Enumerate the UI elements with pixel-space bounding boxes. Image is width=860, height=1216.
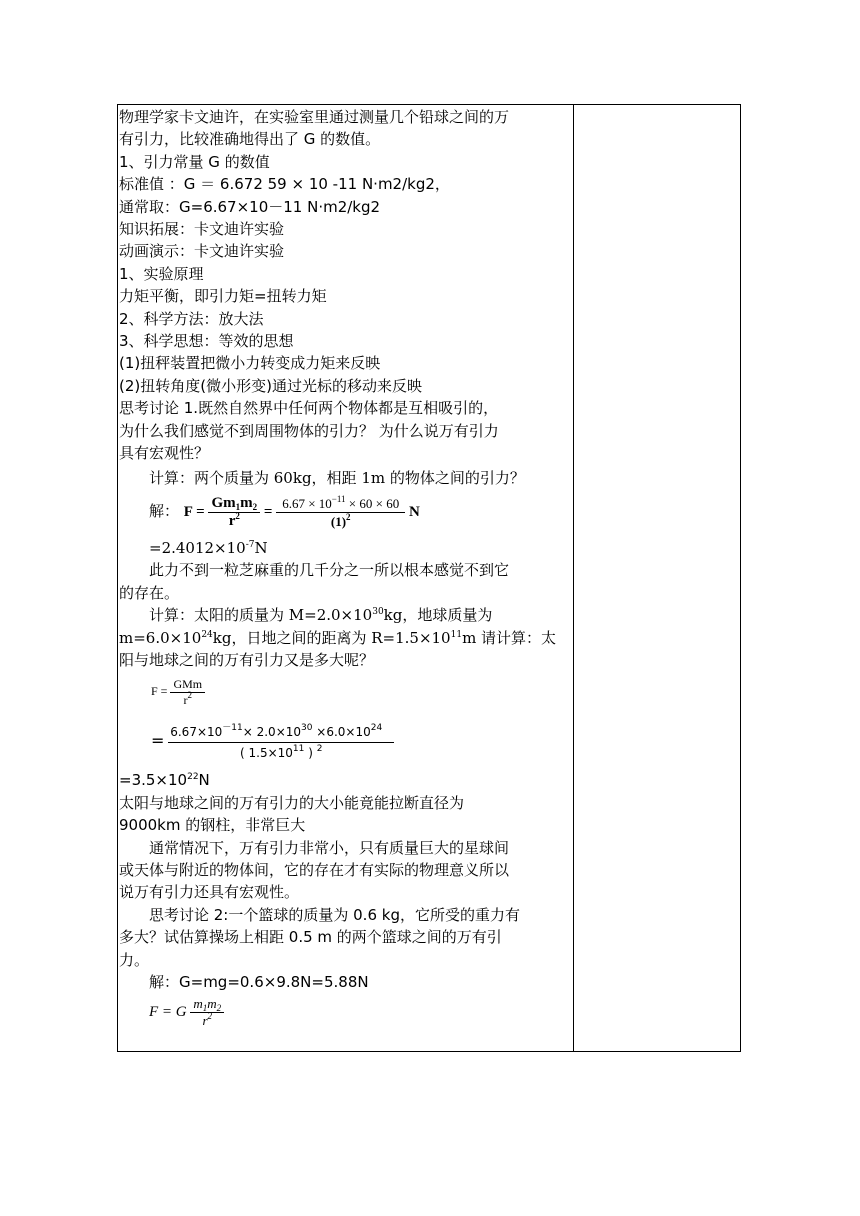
formula-gravitation-2: F = $\frac{\text{GMm}}{r^2}$ <box>119 671 556 711</box>
text-line: 1、引力常量 G 的数值 <box>119 152 270 171</box>
formula-row <box>119 491 556 531</box>
formula-gravitation-1: F = $\frac{Gm_1m_2}{r^2}$ = $\frac{6.67 \times 10^{-11} \times 60 \times 60}{(1)^2}$ N <box>183 493 420 529</box>
text-line: 或天体与附近的物体间，它的存在才有实际的物理意义所以 <box>119 860 510 879</box>
content-table <box>117 104 741 1052</box>
text-line: 思考讨论 1.既然自然界中任何两个物体都是互相吸引的， <box>119 399 499 418</box>
formula-gravitation-3: F = G $\frac{m_1m_2}{r^2}$ <box>119 993 556 1031</box>
text-line: 通常情况下，万有引力非常小，只有质量巨大的星球间 <box>149 838 510 857</box>
text-line: 2、科学方法：放大法 <box>119 309 264 328</box>
result-line: $=3.5\times 10^{22}N$ <box>119 771 210 790</box>
text-line: 力。 <box>119 950 150 969</box>
text-line: 通常取：G=6.67×10－11 N·m2/kg2 <box>119 197 381 216</box>
text-line: 有引力，比较准确地得出了 G 的数值。 <box>119 130 381 149</box>
text-line: 思考讨论 2:一个篮球的质量为 0.6 kg，它所受的重力有 <box>149 905 520 924</box>
answer-label: 解： <box>149 501 180 520</box>
text-line: 解：G=mg=0.6×9.8N=5.88N <box>149 973 369 991</box>
result-line: $=2.4012\times 10^{-7}N$ <box>149 538 268 557</box>
text-line: 9000km 的钢柱，非常巨大 <box>119 816 306 835</box>
text-line: 的存在。 <box>119 583 180 602</box>
text-line: 知识拓展：卡文迪许实验 <box>119 220 285 239</box>
text-line: 阳与地球之间的万有引力又是多大呢？ <box>119 650 375 669</box>
text-line: 1、实验原理 <box>119 264 204 283</box>
text-line: 为什么我们感觉不到周围物体的引力？ 为什么说万有引力 <box>119 421 499 440</box>
text-line: 多大？试估算操场上相距 0.5 m 的两个篮球之间的万有引 <box>119 928 502 947</box>
text-line: 此力不到一粒芝麻重的几千分之一所以根本感觉不到它 <box>149 561 510 580</box>
text-line: 力矩平衡，即引力矩=扭转力矩 <box>119 287 327 306</box>
column-divider <box>573 105 574 1051</box>
text-line: 动画演示：卡文迪许实验 <box>119 242 285 261</box>
text-line: 说万有引力还具有宏观性。 <box>119 883 300 902</box>
text-line: (1)扭秤装置把微小力转变成力矩来反映 <box>119 354 381 373</box>
text-line: (2)扭转角度(微小形变)通过光标的移动来反映 <box>119 376 422 395</box>
text-line: 计算：两个质量为 60kg，相距 1m 的物体之间的引力？ <box>149 468 525 487</box>
formula-substitution: = $\frac{6.67\times 10^{-11}\times 2.0\times 10^{30} \times 6.0\times 10^{24}}{( 1.5\times 10^{11} ) ^2}$ <box>119 715 556 767</box>
text-line: 3、科学思想：等效的思想 <box>119 332 294 351</box>
text-line: 太阳与地球之间的万有引力的大小能竟能拉断直径为 <box>119 793 465 812</box>
text-line: 物理学家卡文迪许，在实验室里通过测量几个铅球之间的万 <box>119 108 510 126</box>
text-line: 计算：太阳的质量为 $M=2.0\times 10^{30}kg$，地球质量为 <box>149 606 493 625</box>
text-line: 标准值 ：G ＝ 6.672 59 × 10 -11 N·m2/kg2， <box>119 175 450 194</box>
text-line: 具有宏观性？ <box>119 444 210 463</box>
text-line: $m=6.0\times 10^{24}kg$，日地之间的距离为 $R=1.5\times 10^{11}m$ 请计算：太 <box>119 628 557 647</box>
